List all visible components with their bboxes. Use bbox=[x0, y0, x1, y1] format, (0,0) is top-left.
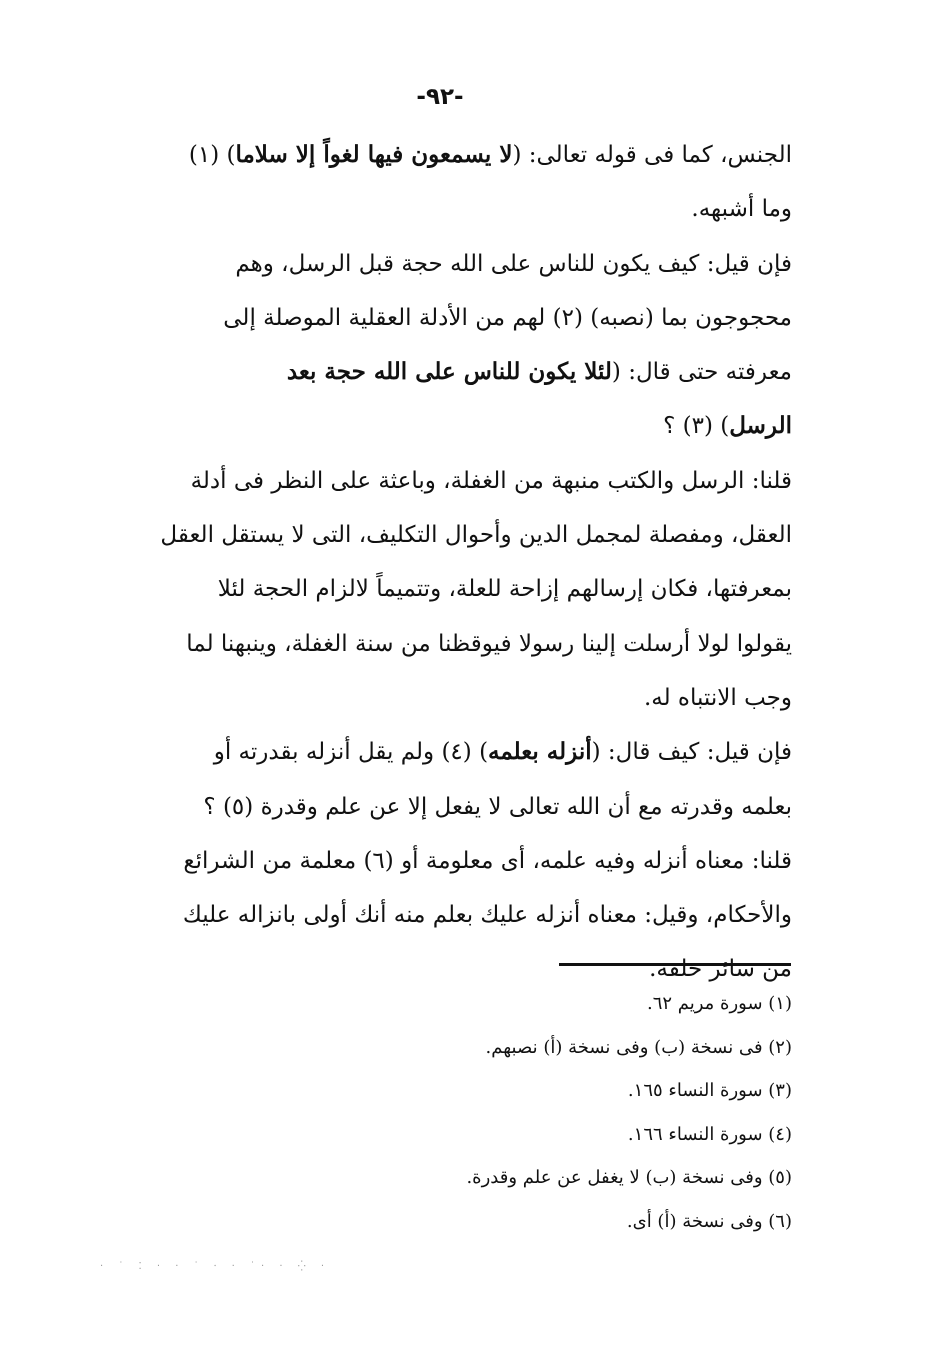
text-line: وما أشبهه. bbox=[691, 196, 792, 223]
footnotes-list bbox=[300, 982, 792, 1243]
footnote-5: (٥) وفى نسخة (ب) لا يغفل عن علم وقدرة. bbox=[466, 1167, 792, 1188]
footnote-1: (١) سورة مريم ٦٢. bbox=[646, 993, 792, 1014]
quran-quote: لئلا يكون للناس على الله حجة بعد bbox=[286, 358, 612, 386]
text-line: فإن قيل: كيف يكون للناس على الله حجة قبل الرسل، وهم bbox=[235, 250, 792, 277]
text-line: العقل، ومفصلة لمجمل الدين وأحوال التكليف، التى لا يستقل العقل bbox=[160, 522, 792, 549]
footnote-4: (٤) سورة النساء ١٦٦. bbox=[627, 1123, 792, 1145]
footnote-3: (٣) سورة النساء ١٦٥. bbox=[627, 1080, 792, 1101]
quran-quote: الرسل bbox=[729, 412, 792, 440]
footnote-ref: ) (١) bbox=[188, 142, 236, 168]
footnote-ref: ) (٣) ؟ bbox=[663, 413, 730, 440]
paragraph-5 bbox=[78, 834, 792, 997]
text-run: معرفته حتى قال: ( bbox=[611, 359, 792, 386]
text-line bbox=[78, 345, 792, 399]
text-line: قلنا: معناه أنزله وفيه علمه، أى معلومة أو (٦) معلمة من الشرائع bbox=[183, 847, 792, 874]
text-line: والأحكام، وقيل: معناه أنزله عليك بعلم منه أنك أولى بانزاله عليك bbox=[182, 902, 792, 929]
text-line bbox=[78, 399, 792, 453]
page-number: -٩٢- bbox=[416, 84, 464, 110]
paragraph-4 bbox=[78, 725, 792, 834]
text-line bbox=[78, 725, 792, 779]
footnote-2: (٢) فى نسخة (ب) وفى نسخة (أ) نصبهم. bbox=[485, 1036, 792, 1058]
scan-noise: · ˙ ⁚ · · ˙ ⸱ · ˙· · ⁛ · bbox=[100, 1261, 331, 1272]
footnote-6: (٦) وفى نسخة (أ) أى. bbox=[626, 1210, 792, 1232]
text-line bbox=[78, 128, 792, 182]
text-line: يقولوا لولا أرسلت إلينا رسولا فيوقظنا من سنة الغفلة، وينبهنا لما bbox=[186, 630, 792, 657]
text-line: وجب الانتباه له. bbox=[643, 684, 792, 711]
text-line: محجوجون بما (نصبه) (٢) لهم من الأدلة العقلية الموصلة إلى bbox=[223, 304, 792, 331]
text-run: فإن قيل: كيف قال: ( bbox=[591, 739, 792, 766]
text-run: ) (٤) ولم يقل أنزله بقدرته أو bbox=[213, 739, 489, 766]
main-text bbox=[78, 128, 792, 997]
text-run: الجنس، كما فى قوله تعالى: ( bbox=[512, 142, 792, 168]
quran-quote: لا يسمعون فيها لغواً إلا سلاما bbox=[235, 141, 513, 168]
text-line: بمعرفتها، فكان إرسالهم إزاحة للعلة، وتتميماً لالزام الحجة لئلا bbox=[217, 576, 792, 603]
text-line: بعلمه وقدرته مع أن الله تعالى لا يفعل إلا عن علم وقدرة (٥) ؟ bbox=[203, 793, 792, 820]
quran-quote: أنزله بعلمه bbox=[488, 738, 592, 766]
footnote-divider bbox=[559, 963, 791, 966]
paragraph-2 bbox=[78, 237, 792, 454]
text-line: من سائر خلقه. bbox=[649, 956, 792, 983]
paragraph-1 bbox=[78, 128, 792, 237]
paragraph-3 bbox=[78, 454, 792, 725]
text-line: قلنا: الرسل والكتب منبهة من الغفلة، وباعثة على النظر فى أدلة bbox=[190, 467, 792, 494]
